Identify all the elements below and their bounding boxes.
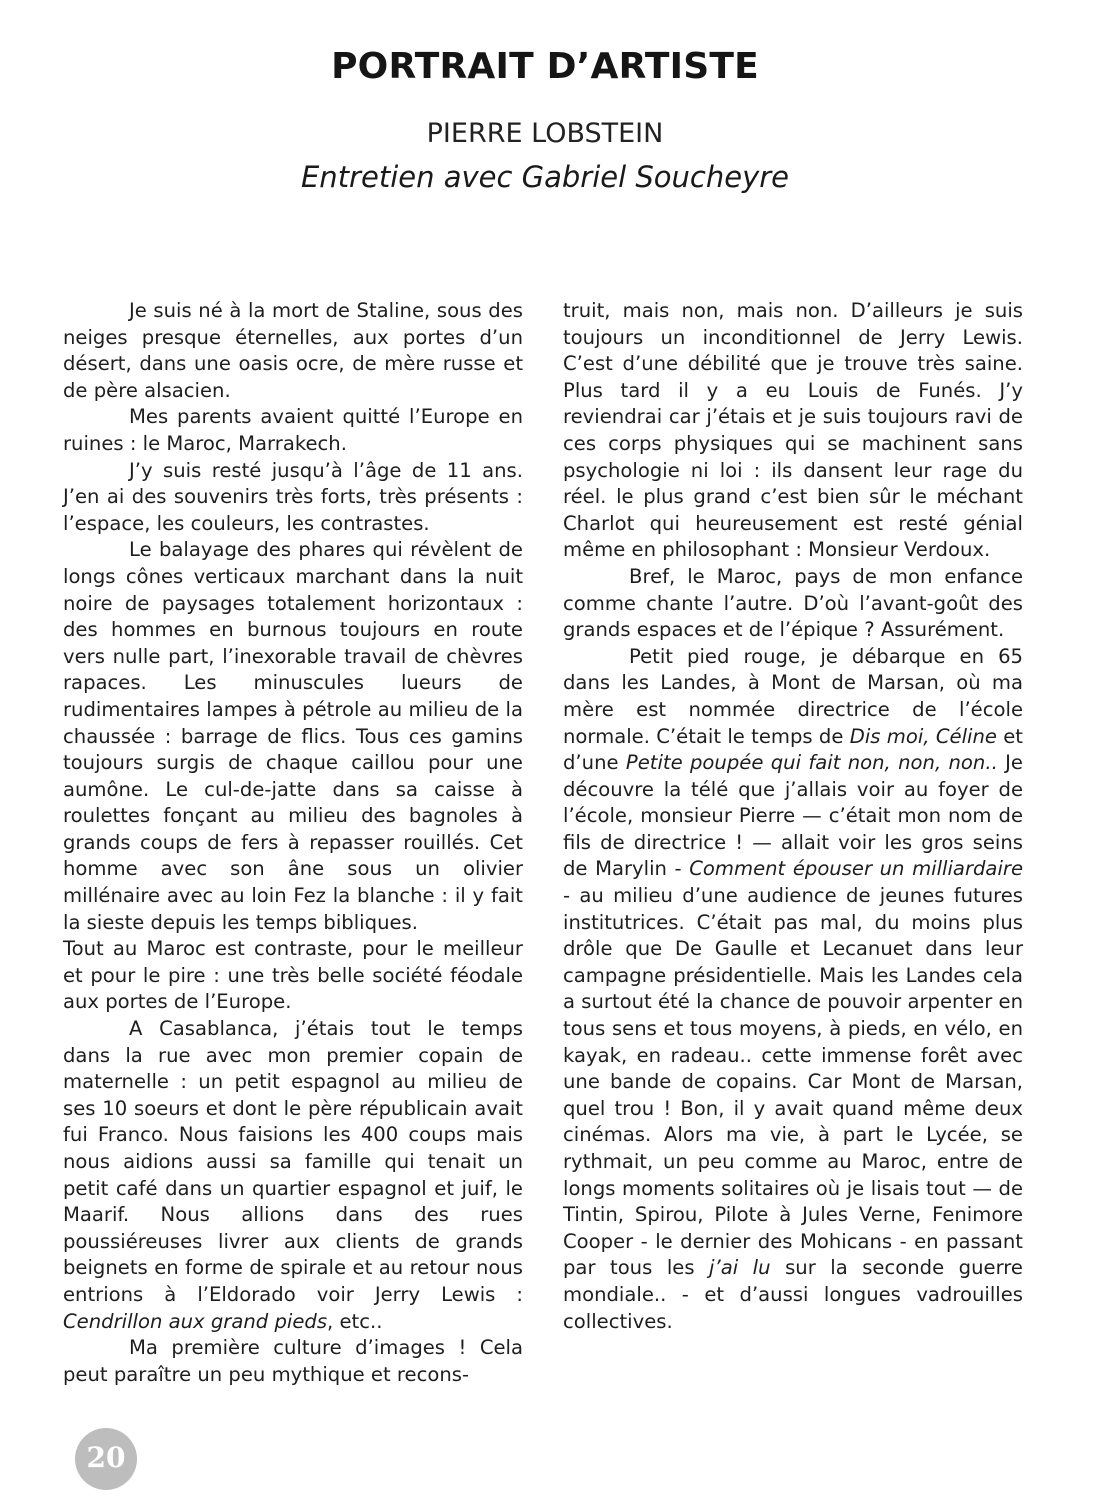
page-number: 20 [86, 1441, 126, 1474]
paragraph: Tout au Maroc est contraste, pour le meilleur et pour le pire : une très belle société féodale aux portes de l’Europe. [63, 937, 523, 1014]
text-run: A Casablanca, j’étais tout le temps dans la rue avec mon premier copain de maternelle : un petit espagnol au milieu de ses 10 soeurs et dont le père républicain avait fui Franco. Nous faisions les 400 coups mais nous aidions aussi sa famille qui tenait un petit café dans un quartier espagnol et juif, le Maarif. Nous allions dans des rues poussiéreuses livrer aux clients de grands beignets en forme de spirale et au retour nous entrions à l’Eldorado voir Jerry Lewis : [63, 1017, 523, 1306]
paragraph: Bref, le Maroc, pays de mon enfance comme chante l’autre. D’où l’avant-goût des grands espaces et de l’épique ? Assurément. [563, 564, 1023, 642]
left-column [63, 298, 523, 1388]
text-run: et d’une [563, 724, 1023, 775]
song-title: Dis moi, Céline [849, 724, 997, 748]
interview-byline: Entretien avec Gabriel Soucheyre [300, 160, 789, 194]
right-column [563, 298, 1023, 1335]
paragraph: Ma première culture d’images ! Cela peut paraître un peu mythique et recons- [63, 1336, 523, 1386]
book-series-title: j’ai lu [709, 1256, 771, 1280]
paragraph: Le balayage des phares qui révèlent de longs cônes verticaux marchant dans la nuit noire de paysages totalement horizontaux : des hommes en burnous toujours en route vers nulle part, l’inexorable travail de chèvres rapaces. Les minuscules lueurs de rudimentaires lampes à pétrole au milieu de la chaussée : barrage de flics. Tous ces gamins toujours surgis de chaque caillou pour une aumône. Le cul-de-jatte dans sa caisse à roulettes fonçant au milieu des bagnoles à grands coups de fers à repasser rouillés. Cet homme avec son âne sous un olivier millénaire avec au loin Fez la blanche : il y fait la sieste depuis les temps bibliques. [63, 538, 523, 934]
paragraph: J’y suis resté jusqu’à l’âge de 11 ans. J’en ai des souvenirs très forts, très présents : l’espace, les couleurs, les contrastes. [63, 458, 523, 535]
text-run: - au milieu d’une audience de jeunes futures institutrices. C’était pas mal, du moins plus drôle que De Gaulle et Lecanuet dans leur campagne présidentielle. Mais les Landes cela a surtout été la chance de pouvoir arpenter en tous sens et tous moyens, à pieds, en vélo, en kayak, en radeau.. cette immense forêt avec une bande de copains. Car Mont de Marsan, quel trou ! Bon, il y avait quand même deux cinémas. Alors ma vie, à part le Lycée, se rythmait, un peu comme au Maroc, entre de longs moments solitaires où je lisais tout — de Tintin, Spirou, Pilote à Jules Verne, Fenimore Cooper - le dernier des Mohicans - en passant par tous les [563, 884, 1023, 1280]
paragraph: truit, mais non, mais non. D’ailleurs je suis toujours un inconditionnel de Jerry Lewis. C’est d’une débilité que je trouve très saine. Plus tard il y a eu Louis de Funés. J’y reviendrai car j’étais et je suis toujours ravi de ces corps physiques qui se machinent sans psychologie ni loi : ils dansent leur rage du réel. le plus grand c’est bien sûr le méchant Charlot qui heureusement est resté génial même en philosophant : Monsieur Verdoux. [563, 299, 1023, 562]
text-run: Petit pied rouge, je débarque en 65 dans les Landes, à Mont de Marsan, où ma mère est nommée directrice de l’école normale. C’était le temps de [563, 644, 1023, 748]
text-run: sur la seconde guerre mondiale.. - et d’aussi longues vadrouilles collectives. [563, 1256, 1023, 1333]
text-run: , etc.. [327, 1309, 383, 1333]
article-title: PORTRAIT D’ARTISTE [331, 46, 759, 87]
paragraph [563, 644, 1023, 1335]
paragraph: Je suis né à la mort de Staline, sous des neiges presque éternelles, aux portes d’un désert, dans une oasis ocre, de mère russe et de père alsacien. [63, 299, 523, 402]
paragraph: Mes parents avaient quitté l’Europe en ruines : le Maroc, Marrakech. [63, 405, 523, 455]
song-title: Petite poupée qui fait non, non, non.. [625, 751, 998, 775]
film-title: Comment épouser un milliardaire [689, 857, 1023, 881]
film-title: Cendrillon aux grand pieds [63, 1309, 328, 1333]
artist-name: PIERRE LOBSTEIN [426, 118, 664, 149]
paragraph [63, 1016, 523, 1335]
text-run: Je découvre la télé que j’allais voir au foyer de l’école, monsieur Pierre — c’était mon nom de fils de directrice ! — allait voir les gros seins de Marylin - [563, 751, 1023, 881]
